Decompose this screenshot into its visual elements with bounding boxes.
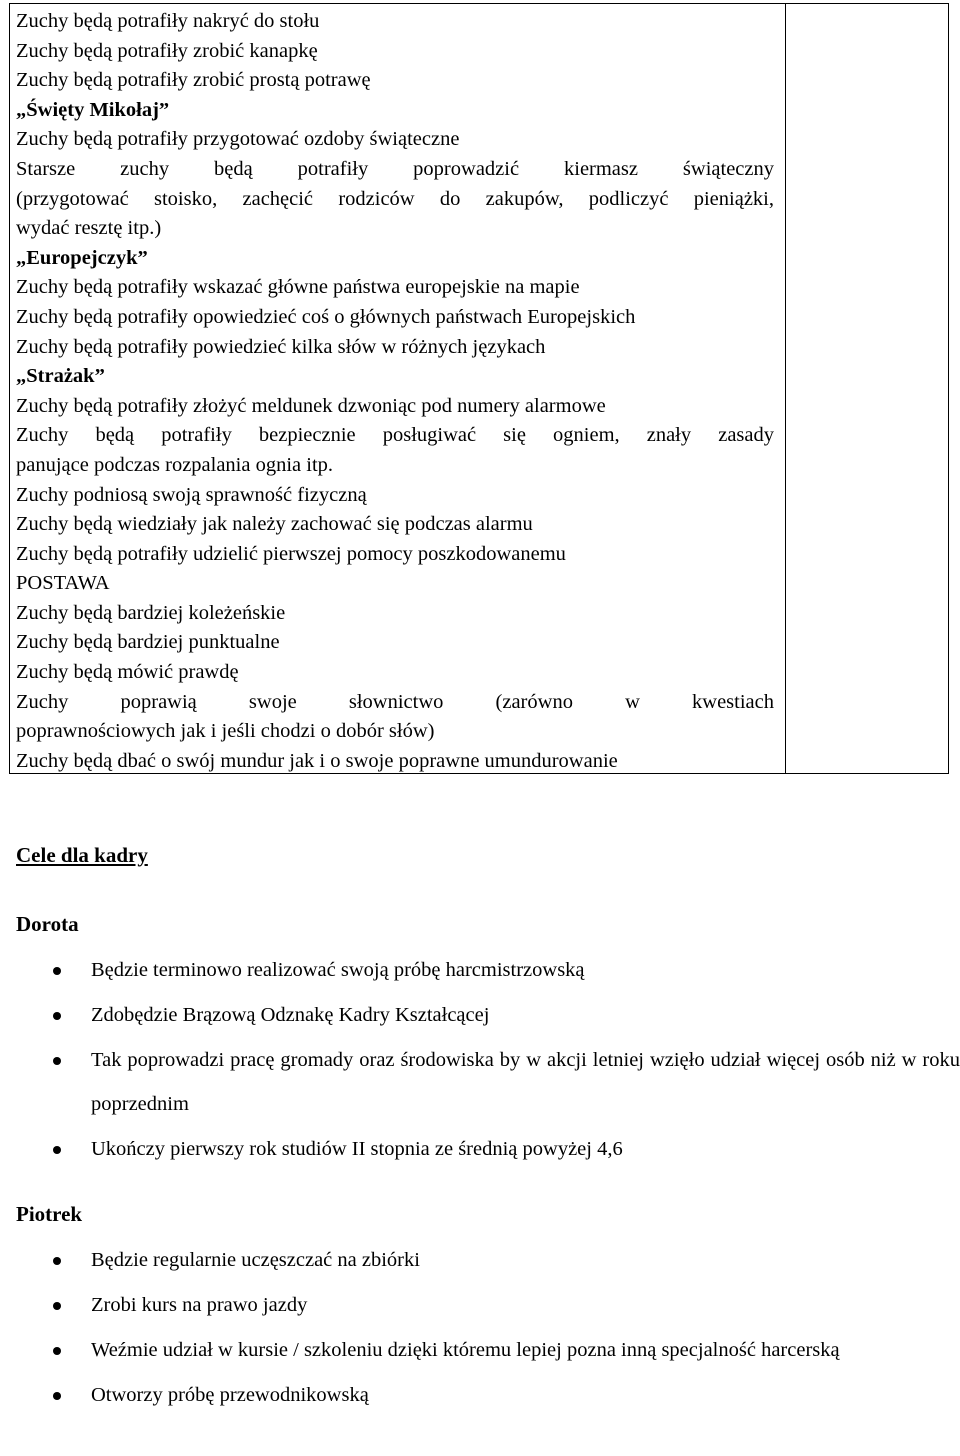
bullet-icon	[53, 1057, 61, 1065]
table-line: Zuchy będą bardziej punktualne	[16, 631, 280, 654]
goal-text: Zrobi kurs na prawo jazdy	[91, 1294, 308, 1316]
goal-text: Zdobędzie Brązową Odznakę Kadry Kształcącej	[91, 1004, 490, 1026]
list-item	[0, 993, 960, 1037]
table-line: Zuchy będą potrafiły złożyć meldunek dzwoniąc pod numery alarmowe	[16, 394, 606, 417]
table-line: Zuchy będą dbać o swój mundur jak i o swoje poprawne umundurowanie	[16, 749, 618, 772]
table-line: Zuchy będą potrafiły przygotować ozdoby świąteczne	[16, 128, 460, 151]
table-line: Zuchy podniosą swoją sprawność fizyczną	[16, 483, 367, 506]
goal-text: Będzie terminowo realizować swoją próbę harcmistrzowską	[91, 959, 585, 981]
table-line: Zuchy będą potrafiły zrobić prostą potrawę	[16, 69, 371, 92]
table-line: Zuchy będą potrafiły opowiedzieć coś o głównych państwach Europejskich	[16, 305, 636, 328]
person-name: Dorota	[16, 912, 79, 936]
list-item	[0, 948, 960, 992]
goal-text: Tak poprowadzi pracę gromady oraz środowiska by w akcji letniej wzięło udział więcej osób niż w roku poprzednim	[91, 1049, 960, 1115]
bullet-icon	[53, 967, 61, 975]
table-line: Zuchy będą potrafiły nakryć do stołu	[16, 10, 320, 32]
table-line: Zuchy będą potrafiły udzielić pierwszej pomocy poszkodowanemu	[16, 542, 566, 565]
list-item	[0, 1238, 960, 1282]
list-item	[0, 1328, 960, 1372]
list-item	[0, 1283, 960, 1327]
table-line: (przygotować stoisko, zachęcić rodziców do zakupów, podliczyć pieniążki,	[16, 187, 774, 210]
bullet-icon	[53, 1146, 61, 1154]
table-line: Zuchy będą potrafiły powiedzieć kilka słów w różnych językach	[16, 335, 546, 358]
bullet-icon	[53, 1392, 61, 1400]
list-item	[0, 1038, 960, 1126]
table-line: Zuchy będą mówić prawdę	[16, 661, 239, 684]
bullet-icon	[53, 1302, 61, 1310]
table-empty-column	[786, 4, 948, 773]
table-heading: „Święty Mikołaj”	[16, 98, 170, 121]
bullet-icon	[53, 1347, 61, 1355]
table-heading: POSTAWA	[16, 572, 110, 595]
table-line: Zuchy będą potrafiły bezpiecznie posługiwać się ogniem, znały zasady	[16, 424, 774, 447]
list-item	[0, 1127, 960, 1171]
list-item	[0, 1373, 960, 1417]
table-heading: „Strażak”	[16, 365, 105, 388]
table-text-column	[10, 4, 786, 773]
table-line: Zuchy będą wiedziały jak należy zachować się podczas alarmu	[16, 513, 533, 536]
goals-table	[9, 3, 949, 774]
table-line: Zuchy będą potrafiły zrobić kanapkę	[16, 39, 318, 62]
table-line: Starsze zuchy będą potrafiły poprowadzić kiermasz świąteczny	[16, 157, 774, 180]
goal-text: Będzie regularnie uczęszczać na zbiórki	[91, 1249, 420, 1271]
bullet-icon	[53, 1257, 61, 1265]
table-line: poprawnościowych jak i jeśli chodzi o dobór słów)	[16, 720, 435, 743]
person-name: Piotrek	[16, 1202, 83, 1226]
section-title: Cele dla kadry	[16, 843, 148, 867]
goal-list-dorota	[0, 948, 960, 1172]
goal-list-piotrek	[0, 1238, 960, 1418]
goal-text: Otworzy próbę przewodnikowską	[91, 1384, 369, 1406]
goal-text: Weźmie udział w kursie / szkoleniu dzięki któremu lepiej pozna inną specjalność harcerską	[91, 1339, 840, 1361]
table-line: Zuchy będą bardziej koleżeńskie	[16, 601, 286, 624]
bullet-icon	[53, 1012, 61, 1020]
table-line: Zuchy poprawią swoje słownictwo (zarówno w kwestiach	[16, 690, 774, 713]
table-line: Zuchy będą potrafiły wskazać główne państwa europejskie na mapie	[16, 276, 580, 299]
goal-text: Ukończy pierwszy rok studiów II stopnia ze średnią powyżej 4,6	[91, 1138, 623, 1160]
table-line: wydać resztę itp.)	[16, 217, 162, 240]
table-heading: „Europejczyk”	[16, 246, 148, 269]
table-line: panujące podczas rozpalania ognia itp.	[16, 453, 334, 476]
